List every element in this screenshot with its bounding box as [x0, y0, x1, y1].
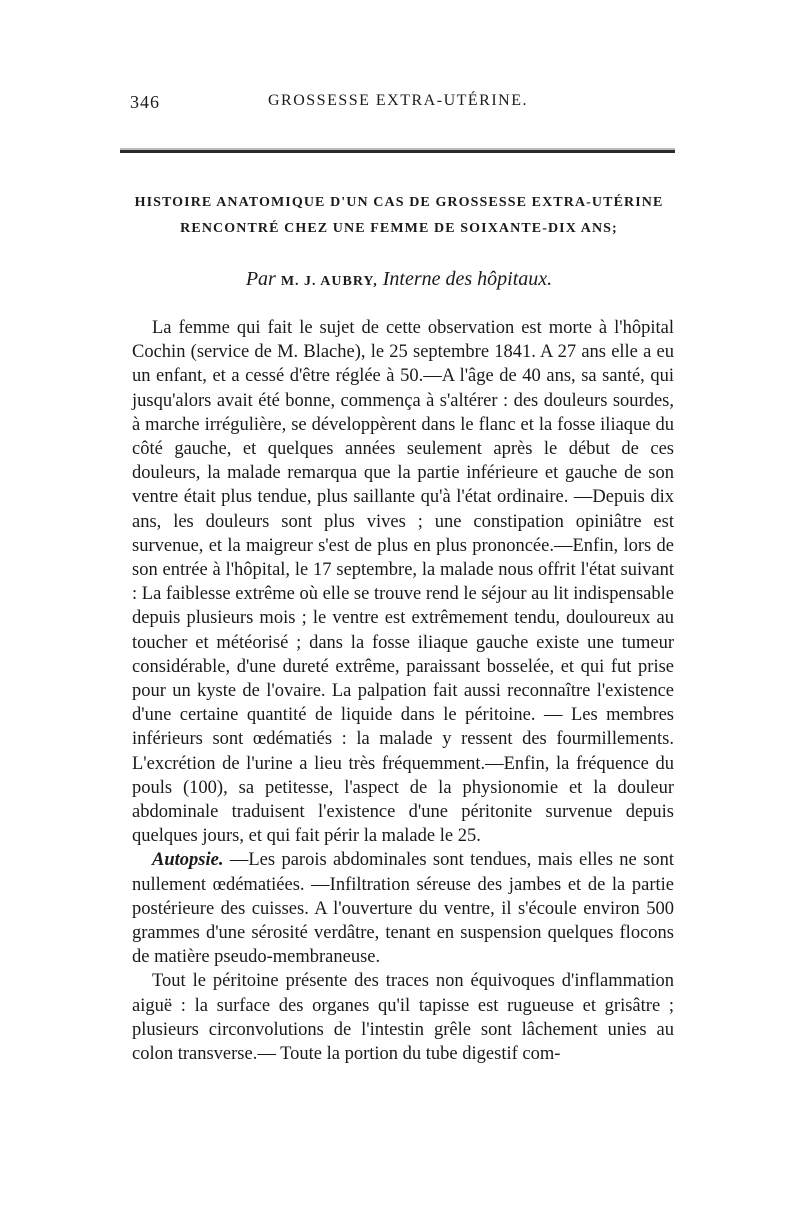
paragraph-autopsie	[132, 848, 674, 969]
page-number: 346	[130, 92, 160, 112]
paragraph-observation: La femme qui fait le sujet de cette observation est morte à l'hôpital Cochin (service de M. Blache), le 25 septembre 1841. A 27 ans elle a eu un enfant, et a cessé d'être réglée à 50.—A l'âge de 40 ans, sa santé, qui jusqu'alors avait été bonne, commença à s'altérer : des douleurs sourdes, à marche irrégulière, se développèrent dans le flanc et la fosse iliaque du côté gauche, et quelques années seulement après le début de ces douleurs, la malade remarqua que la partie inférieure et gauche de son ventre était plus tendue, plus saillante qu'à l'état ordinaire. —Depuis dix ans, les douleurs sont plus vives ; une constipation opiniâtre est survenue, et la maigreur s'est de plus en plus prononcée.—Enfin, lors de son entrée à l'hôpital, le 17 septembre, la malade nous offrit l'état suivant : La faiblesse extrême où elle se trouve rend le séjour au lit indispensable depuis plusieurs mois ; le ventre est extrêmement tendu, douloureux au toucher et météorisé ; dans la fosse iliaque gauche existe une tumeur considérable, d'une dureté extrême, paraissant bosselée, et qui fut prise pour un kyste de l'ovaire. La palpation fait aussi reconnaître l'existence d'une certaine quantité de liquide dans le péritoine. — Les membres inférieurs sont œdématiés : la malade y ressent des fourmillements. L'excrétion de l'urine a lieu très fréquemment.—Enfin, la fréquence du pouls (100), sa petitesse, l'aspect de la physionomie et la douleur abdominale traduisent l'existence d'une péritonite survenue depuis quelques jours, et qui fait périr la malade le 25.	[132, 318, 674, 847]
article-body	[132, 316, 674, 1066]
running-head	[118, 92, 678, 118]
section-label-autopsie: Autopsie.	[152, 850, 224, 871]
byline-role: Interne des hôpitaux.	[382, 268, 553, 290]
header-rule	[120, 150, 675, 153]
article-title-line-1: HISTOIRE ANATOMIQUE D'UN CAS DE GROSSESSE EXTRA-UTÉRINE	[134, 195, 664, 210]
paragraph-autopsie-text: —Les parois abdominales sont tendues, mais elles ne sont nullement œdématiées. —Infiltration séreuse des jambes et de la partie postérieure des cuisses. A l'ouverture du ventre, il s'écoule environ 500 grammes d'une sérosité verdâtre, tenant en suspension quelques flocons de matière pseudo-membraneuse.	[132, 850, 674, 968]
byline-author: M. J. AUBRY,	[280, 274, 378, 289]
article-title	[118, 190, 680, 242]
article-title-line-2: RENCONTRÉ CHEZ UNE FEMME DE SOIXANTE-DIX ANS;	[180, 221, 618, 236]
paragraph-peritoine: Tout le péritoine présente des traces non équivoques d'inflammation aiguë : la surface des organes qu'il tapisse est rugueuse et grisâtre ; plusieurs circonvolutions de l'intestin grêle sont lâchement unies au colon transverse.— Toute la portion du tube digestif com-	[132, 971, 674, 1065]
byline	[118, 268, 680, 291]
byline-prefix: Par	[245, 268, 276, 290]
running-title: GROSSESSE EXTRA-UTÉRINE.	[267, 92, 528, 109]
